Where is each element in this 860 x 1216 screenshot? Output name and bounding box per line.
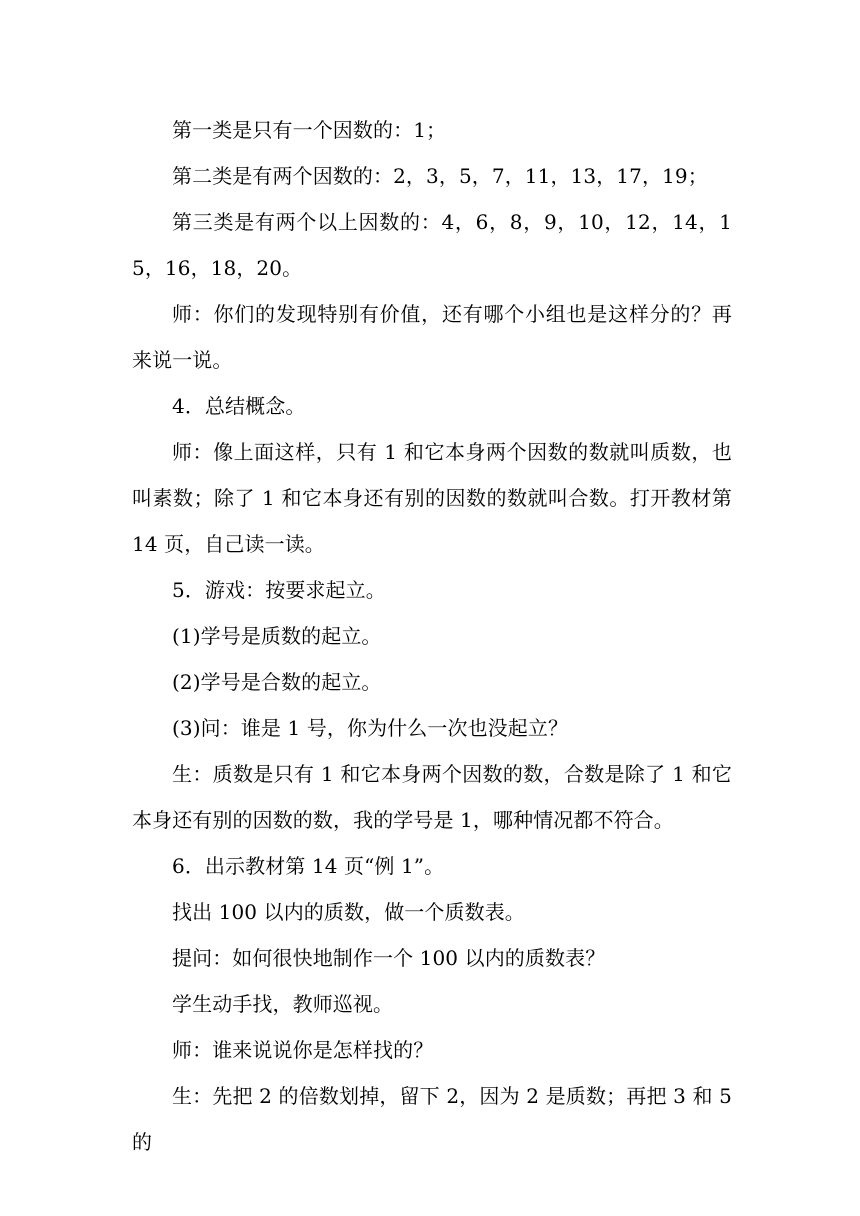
game-step-three: (3)问：谁是 1 号，你为什么一次也没起立？ xyxy=(172,716,569,740)
paragraph-prime-definition: 师：像上面这样，只有 1 和它本身两个因数的数就叫质数，也叫素数；除了 1 和它本身还有别的因数的数就叫合数。打开教材第 14 页，自己读一读。 xyxy=(132,440,732,556)
paragraph-task: 找出 100 以内的质数，做一个质数表。 xyxy=(172,900,525,924)
paragraph-category-three: 第三类是有两个以上因数的：4，6，8，9，10，12，14，15，16，18，20。 xyxy=(132,210,732,280)
paragraph-question: 提问：如何很快地制作一个 100 以内的质数表？ xyxy=(172,946,606,970)
paragraph-student-answer: 生：质数是只有 1 和它本身两个因数的数，合数是除了 1 和它本身还有别的因数的数，我的学号是 1，哪种情况都不符合。 xyxy=(132,762,732,832)
game-step-one: (1)学号是质数的起立。 xyxy=(172,624,382,648)
paragraph-activity: 学生动手找，教师巡视。 xyxy=(172,992,394,1016)
section-heading-game: 5．游戏：按要求起立。 xyxy=(172,578,386,602)
paragraph-category-one: 第一类是只有一个因数的：1； xyxy=(172,118,447,142)
game-step-two: (2)学号是合数的起立。 xyxy=(172,670,382,694)
paragraph-student-method: 生：先把 2 的倍数划掉，留下 2，因为 2 是质数；再把 3 和 5 的 xyxy=(132,1084,732,1154)
document-body xyxy=(132,107,732,1165)
section-heading-example: 6．出示教材第 14 页“例 1”。 xyxy=(172,854,445,878)
paragraph-teacher-prompt: 师：谁来说说你是怎样找的？ xyxy=(172,1038,434,1062)
paragraph-category-two: 第二类是有两个因数的：2，3，5，7，11，13，17，19； xyxy=(172,164,708,188)
section-heading-summary: 4．总结概念。 xyxy=(172,394,306,418)
paragraph-teacher-praise: 师：你们的发现特别有价值，还有哪个小组也是这样分的？再来说一说。 xyxy=(132,302,732,372)
